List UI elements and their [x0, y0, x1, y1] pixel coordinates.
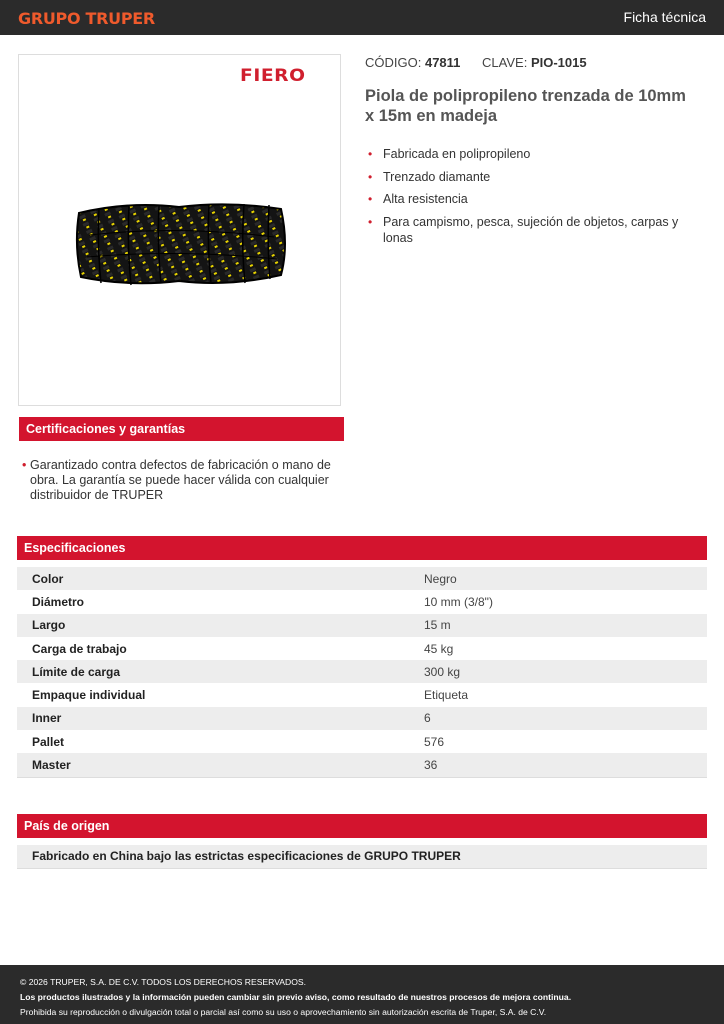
bullet-icon: • — [22, 458, 27, 472]
bullet-icon: • — [368, 169, 373, 184]
feature-item: • Alta resistencia — [368, 192, 468, 206]
specifications-header: Especificaciones — [17, 536, 707, 560]
table-row: Color Negro — [17, 567, 707, 590]
table-row: Diámetro 10 mm (3/8") — [32, 594, 493, 609]
table-row: Largo 15 m — [17, 614, 707, 637]
product-code: 47811 — [424, 55, 461, 70]
copyright-text: © 2026 TRUPER, S.A. DE C.V. TODOS LOS DERECHOS RESERVADOS. — [20, 977, 307, 987]
top-bar — [0, 0, 724, 35]
product-key: PIO-1015 — [530, 55, 587, 70]
specifications-table — [17, 567, 707, 777]
prohibition-text: Prohibida su reproducción o divulgación total o parcial así como su uso o aprovechamiento sin autorización escrita de Truper, S.A. de C.V. — [20, 1007, 547, 1017]
warranty-text: • Garantizado contra defectos de fabricación o mano de obra. La garantía se puede hacer válida con cualquier distribuidor de TRUPER — [22, 458, 331, 502]
fiero-logo: FIERO — [240, 66, 306, 86]
product-code-line — [365, 55, 587, 70]
origin-header: País de origen — [17, 814, 707, 838]
document-type: Ficha técnica — [623, 9, 706, 25]
key-label: CLAVE: — [482, 55, 528, 70]
table-row: Master 36 — [17, 753, 707, 776]
divider — [17, 868, 707, 869]
product-title: Piola de polipropileno trenzada de 10mm x 15m en madeja — [365, 87, 686, 125]
footer — [0, 965, 724, 1024]
product-image-panel — [18, 54, 341, 406]
table-row: Inner 6 — [17, 707, 707, 730]
feature-item: • Para campismo, pesca, sujeción de objetos, carpas y lonas — [368, 214, 679, 245]
disclaimer-text: Los productos ilustrados y la información pueden cambiar sin previo aviso, como resultado de nuestros procesos de mejora continua. — [20, 992, 572, 1002]
brand-logo: GRUPO TRUPER — [18, 9, 155, 28]
code-label: CÓDIGO: — [365, 55, 422, 70]
feature-list — [365, 146, 705, 252]
bullet-icon: • — [368, 147, 373, 161]
table-row: Carga de trabajo 45 kg — [32, 641, 454, 656]
bullet-icon: • — [368, 192, 373, 206]
feature-item: • Fabricada en polipropileno — [368, 147, 531, 161]
feature-item: • Trenzado diamante — [368, 169, 491, 184]
divider — [17, 777, 707, 778]
origin-text: Fabricado en China bajo las estrictas especificaciones de GRUPO TRUPER — [17, 845, 707, 868]
rope-coil-image — [69, 195, 291, 295]
table-row: Empaque individual Etiqueta — [32, 688, 469, 703]
table-row: Pallet 576 — [32, 734, 445, 749]
bullet-icon: • — [368, 214, 373, 229]
certifications-header: Certificaciones y garantías — [19, 417, 344, 441]
table-row: Límite de carga 300 kg — [17, 660, 707, 683]
